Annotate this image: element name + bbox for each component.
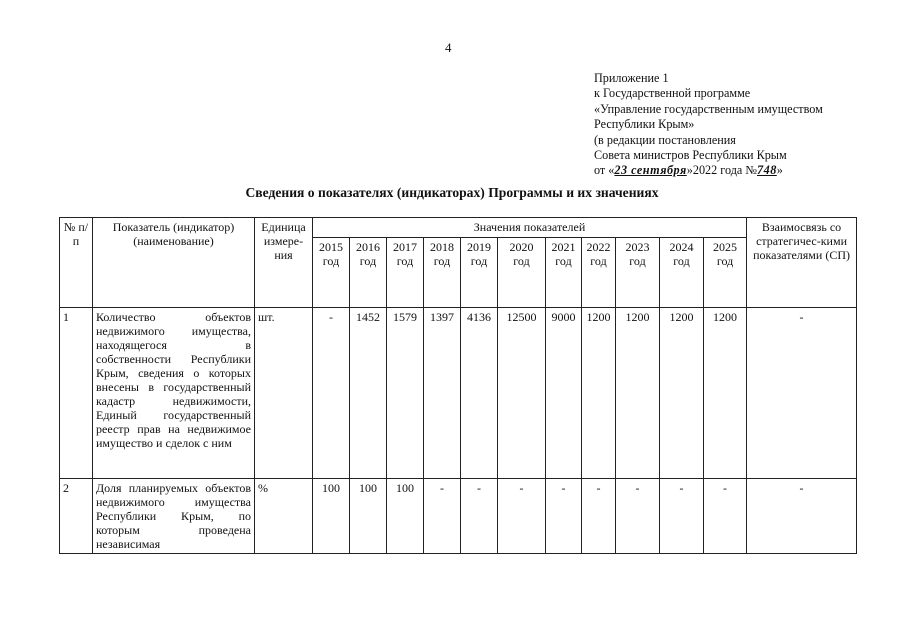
header-year: 2023 год: [616, 238, 660, 308]
header-year: 2025 год: [704, 238, 747, 308]
row-relation: -: [747, 308, 857, 479]
appendix-note: [594, 71, 823, 179]
row-value: -: [660, 479, 704, 554]
row-value: 12500: [498, 308, 546, 479]
row-indicator-name: Количество объектов недвижимого имущества, находящегося в собственности Республики Крым, сведения о которых внесены в государственный кадастр недвижимости, Единый государственный реестр прав на недвижимое имущество и сделок с ним: [93, 308, 255, 479]
row-value: 9000: [546, 308, 582, 479]
indicators-table: [59, 217, 857, 554]
date-closing: »: [776, 163, 783, 178]
row-value: 1397: [424, 308, 461, 479]
row-value: 1200: [704, 308, 747, 479]
row-value: 100: [387, 479, 424, 554]
row-value: -: [546, 479, 582, 554]
row-unit: %: [255, 479, 313, 554]
header-year: 2015 год: [313, 238, 350, 308]
row-num: 2: [60, 479, 93, 554]
table-row: [60, 479, 857, 554]
header-year: 2017 год: [387, 238, 424, 308]
page-number: 4: [445, 40, 452, 55]
header-year: 2024 год: [660, 238, 704, 308]
header-year: 2019 год: [461, 238, 498, 308]
header-relation: Взаимосвязь со стратегичес-кими показателями (СП): [747, 218, 857, 308]
row-value: 1579: [387, 308, 424, 479]
appendix-date-line: от «23 сентября»2022 года №748»: [594, 163, 783, 178]
row-value: 100: [313, 479, 350, 554]
row-num: 1: [60, 308, 93, 479]
header-year: 2021 год: [546, 238, 582, 308]
row-indicator-name: Доля планируемых объектов недвижимого имущества Республики Крым, по которым проведена независимая: [93, 479, 255, 554]
row-value: -: [313, 308, 350, 479]
appendix-line: Приложение 1: [594, 71, 669, 85]
row-value: -: [704, 479, 747, 554]
appendix-line: к Государственной программе: [594, 86, 751, 101]
appendix-line: (в редакции постановления: [594, 132, 736, 147]
appendix-line: «Управление государственным имуществом: [594, 101, 823, 116]
header-year: 2020 год: [498, 238, 546, 308]
appendix-line: Совета министров Республики Крым: [594, 148, 787, 163]
date-suffix: 2022 года №: [692, 163, 758, 178]
table-row: [60, 308, 857, 479]
date-prefix: от «: [594, 163, 615, 178]
header-year: 2022 год: [582, 238, 616, 308]
row-value: 1200: [616, 308, 660, 479]
row-relation: -: [747, 479, 857, 554]
row-value: 1200: [660, 308, 704, 479]
handwritten-date: 23 сентября: [614, 163, 687, 178]
row-unit: шт.: [255, 308, 313, 479]
header-indicator: Показатель (индикатор) (наименование): [93, 218, 255, 308]
row-value: -: [498, 479, 546, 554]
row-value: -: [582, 479, 616, 554]
handwritten-number: 748: [757, 163, 777, 178]
row-value: -: [461, 479, 498, 554]
header-num: № п/п: [60, 218, 93, 308]
appendix-line: Республики Крым»: [594, 117, 695, 132]
page-title: Сведения о показателях (индикаторах) Программы и их значениях: [245, 185, 659, 200]
row-value: 1200: [582, 308, 616, 479]
row-value: 4136: [461, 308, 498, 479]
header-year: 2016 год: [350, 238, 387, 308]
header-unit: Единица измере-ния: [255, 218, 313, 308]
header-year: 2018 год: [424, 238, 461, 308]
row-value: 100: [350, 479, 387, 554]
header-values-group: Значения показателей: [313, 218, 747, 238]
row-value: -: [424, 479, 461, 554]
row-value: 1452: [350, 308, 387, 479]
row-value: -: [616, 479, 660, 554]
